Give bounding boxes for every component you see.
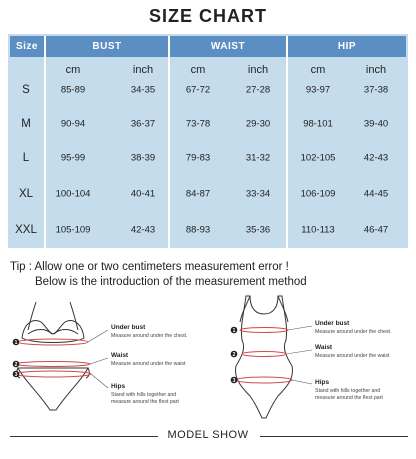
table-cell: 67-72 [185,84,211,96]
table-cell: 42-43 [363,152,389,164]
waist-desc: Measure around under the waist [315,353,390,359]
size-label: M [21,118,31,130]
table-cell: 105-109 [55,224,91,236]
table-cell: 44-45 [363,188,389,200]
size-chart-title: SIZE CHART [149,6,267,26]
hips-desc-1: Stand with hills together and [111,392,177,398]
table-cell: 27-28 [245,84,271,96]
column-divider [168,36,170,248]
table-cell: 79-83 [185,152,211,164]
table-cell: 35-36 [245,224,271,236]
swimsuit-measurement-figure [216,292,416,422]
bikini-bottom-icon [18,368,88,410]
size-label: XXL [15,224,37,236]
waist-title: Waist [315,344,333,351]
marker-number: 1 [14,340,18,346]
marker-number: 3 [232,378,236,384]
size-column-header: Size [10,36,44,57]
unit-label: inch [132,64,154,76]
table-cell: 39-40 [363,118,389,130]
table-cell: 73-78 [185,118,211,130]
marker-number: 3 [14,372,18,378]
table-cell: 46-47 [363,224,389,236]
table-cell: 34-35 [130,84,156,96]
hips-desc-1: Stand with hills together and [315,388,381,394]
table-cell: 36-37 [130,118,156,130]
unit-label: cm [65,64,81,76]
model-show-label: MODEL SHOW [167,429,249,441]
hips-desc-2: measure around the flest part [111,399,179,405]
marker-number: 2 [14,362,18,368]
unit-label: inch [365,64,387,76]
bikini-strap-icon [70,302,78,330]
table-cell: 88-93 [185,224,211,236]
table-cell: 40-41 [130,188,156,200]
table-cell: 33-34 [245,188,271,200]
hip-header: HIP [288,36,406,57]
table-cell: 110-113 [301,224,335,236]
bikini-strap-icon [28,302,36,330]
waist-line [242,352,286,357]
waist-title: Waist [111,352,129,359]
size-label: XL [18,188,34,200]
hips-title: Hips [315,379,330,386]
table-cell: 84-87 [185,188,211,200]
marker-number: 2 [232,352,236,358]
underbust-title: Under bust [111,324,146,331]
hip-line [236,377,292,383]
marker-number: 1 [232,328,236,334]
bust-header: BUST [46,36,168,57]
table-cell: 90-94 [60,118,86,130]
size-label: L [22,152,30,164]
table-cell: 31-32 [245,152,271,164]
bikini-measurement-figure [8,292,208,422]
table-cell: 37-38 [363,84,389,96]
waist-header: WAIST [170,36,286,57]
hips-title: Hips [111,383,126,390]
table-cell: 85-89 [60,84,86,96]
column-divider [286,36,288,248]
table-cell: 95-99 [60,152,86,164]
table-cell: 29-30 [245,118,271,130]
table-cell: 106-109 [300,188,336,200]
underbust-desc: Measure around under the chest. [111,333,188,339]
column-divider [44,36,46,248]
unit-label: cm [190,64,206,76]
waist-line [16,362,90,367]
waist-desc: Measure around under the waist [111,361,186,367]
table-cell: 98-101 [303,118,333,130]
table-cell: 93-97 [305,84,331,96]
size-chart-table [8,34,408,248]
table-cell: 102-105 [300,152,336,164]
underbust-line [240,328,288,333]
tip-line-1: Tip : Allow one or two centimeters measurement error ! [10,261,289,273]
underbust-desc: Measure around under the chest. [315,329,392,335]
hip-line [15,371,91,377]
size-label: S [22,84,30,96]
underbust-title: Under bust [315,320,350,327]
tip-line-2: Below is the introduction of the measurement method [35,276,307,288]
table-cell: 42-43 [130,224,156,236]
hips-desc-2: measure around the flest part [315,395,383,401]
unit-label: inch [247,64,269,76]
table-cell: 100-104 [55,188,91,200]
table-cell: 38-39 [130,152,156,164]
unit-label: cm [310,64,326,76]
